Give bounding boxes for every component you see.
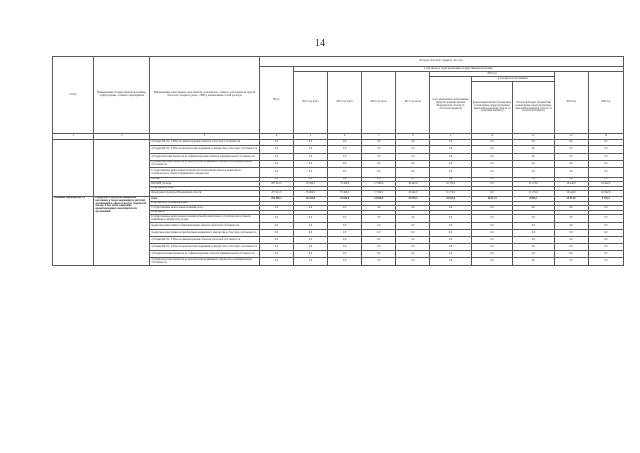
value-cell: 0,0 bbox=[362, 215, 396, 223]
value-cell: 0,0 bbox=[293, 215, 327, 223]
value-cell: 0,0 bbox=[362, 251, 396, 258]
value-cell: 0,0 bbox=[430, 154, 471, 161]
row-label: субсидии местным бюджетам на софинансирование объектов муниципальной собственности bbox=[150, 154, 260, 161]
value-cell: 0,0 bbox=[328, 146, 362, 154]
value-cell: 0,0 bbox=[554, 154, 588, 161]
value-cell: 73 429,0 bbox=[328, 191, 362, 197]
value-cell: 31 272,0 bbox=[513, 191, 554, 197]
value-cell: 9 792,4 bbox=[588, 197, 623, 202]
header-2018: 2018 год bbox=[430, 72, 554, 77]
value-cell: 0,0 bbox=[588, 154, 623, 161]
value-cell: 0,0 bbox=[554, 206, 588, 211]
row-label: в том числе: bbox=[150, 211, 260, 215]
value-cell: 0,0 bbox=[554, 237, 588, 244]
value-cell: 207 021,5 bbox=[259, 191, 293, 197]
value-cell: 0,0 bbox=[471, 244, 512, 251]
header-2019: 2019 год bbox=[554, 72, 588, 134]
value-cell: 0,0 bbox=[396, 161, 430, 168]
value-cell: 8 895,7 bbox=[513, 197, 554, 202]
value-cell: 0,0 bbox=[259, 215, 293, 223]
header-2015: 2015 год, всего bbox=[328, 72, 362, 134]
value-cell: 0,0 bbox=[259, 244, 293, 251]
value-cell: 0,0 bbox=[471, 251, 512, 258]
value-cell: 0,0 bbox=[396, 178, 430, 182]
value-cell: 0,0 bbox=[328, 206, 362, 211]
value-cell: 0,0 bbox=[293, 258, 327, 266]
value-cell: 0,0 bbox=[513, 140, 554, 146]
value-cell: 0,0 bbox=[554, 258, 588, 266]
column-number: 10 bbox=[471, 134, 512, 140]
value-cell: 0,0 bbox=[328, 161, 362, 168]
value-cell: 0,0 bbox=[588, 140, 623, 146]
value-cell: 0,0 bbox=[430, 223, 471, 230]
value-cell: 0,0 bbox=[588, 178, 623, 182]
value-cell: 0,0 bbox=[430, 206, 471, 211]
value-cell: 0,0 bbox=[259, 146, 293, 154]
value-cell: 0,0 bbox=[471, 161, 512, 168]
value-cell: 0,0 bbox=[588, 206, 623, 211]
value-cell: 0,0 bbox=[430, 168, 471, 178]
value-cell: 0,0 bbox=[396, 223, 430, 230]
column-number: 4 bbox=[259, 134, 293, 140]
value-cell: 0,0 bbox=[588, 230, 623, 237]
value-cell: 0,0 bbox=[554, 178, 588, 182]
row-label: Государственные капитальные вложения (за исключением объектов капитального строительства и объектов недвижимого имущества) bbox=[150, 168, 260, 178]
value-cell: 0,0 bbox=[362, 154, 396, 161]
value-cell: 0,0 bbox=[396, 206, 430, 211]
value-cell: 0,0 bbox=[293, 140, 327, 146]
section-status: Основное мероприятие 1.4 bbox=[53, 197, 94, 266]
page-number: 14 bbox=[315, 38, 325, 49]
value-cell: 0,0 bbox=[471, 182, 512, 187]
value-cell: 0,0 bbox=[430, 161, 471, 168]
value-cell: 31 272,0 bbox=[513, 182, 554, 187]
value-cell: 0,0 bbox=[362, 244, 396, 251]
value-cell: 0,0 bbox=[396, 244, 430, 251]
value-cell: 0,0 bbox=[513, 206, 554, 211]
row-label: Департамент культуры Воронежской области bbox=[150, 191, 260, 197]
value-cell: 0,0 bbox=[430, 146, 471, 154]
header-2018-incl: в том числе по источникам bbox=[471, 77, 554, 82]
header-2014: 2014 год, всего bbox=[293, 72, 327, 134]
value-cell: 0,0 bbox=[293, 146, 327, 154]
value-cell: 24 846,8 bbox=[328, 197, 362, 202]
value-cell: 0,0 bbox=[588, 223, 623, 230]
value-cell: 0,0 bbox=[259, 230, 293, 237]
header-2018-total: всего (бюджетные ассигнования, предусмотренные законом Воронежской области об областном бюджете) bbox=[430, 77, 471, 134]
value-cell: 0,0 bbox=[471, 258, 512, 266]
value-cell: 0,0 bbox=[588, 244, 623, 251]
value-cell: 0,0 bbox=[362, 140, 396, 146]
value-cell: 0,0 bbox=[396, 140, 430, 146]
header-status: Статус bbox=[53, 57, 94, 134]
value-cell: 0,0 bbox=[471, 146, 512, 154]
header-2018-reg: областной бюджет (бюджетные ассигнования, предусмотренные законом Воронежской области об областном бюджете) bbox=[513, 82, 554, 134]
value-cell: 0,0 bbox=[362, 237, 396, 244]
header-program-years: в том числе по годам реализации государственной программы bbox=[293, 67, 623, 72]
value-cell: 0,0 bbox=[588, 258, 623, 266]
value-cell: 0,0 bbox=[259, 140, 293, 146]
value-cell: 0,0 bbox=[362, 206, 396, 211]
value-cell: 0,0 bbox=[513, 178, 554, 182]
value-cell: 73 429,0 bbox=[328, 182, 362, 187]
header-expenses: Расходы областного бюджета, тыс. руб. bbox=[259, 57, 623, 67]
value-cell: 0,0 bbox=[328, 251, 362, 258]
value-cell: 0,0 bbox=[259, 237, 293, 244]
value-cell: 0,0 bbox=[396, 237, 430, 244]
value-cell: 0,0 bbox=[396, 168, 430, 178]
column-number: 6 bbox=[328, 134, 362, 140]
column-number: 2 bbox=[94, 134, 150, 140]
value-cell: 0,0 bbox=[588, 168, 623, 178]
column-number: 11 bbox=[513, 134, 554, 140]
value-cell: 0,0 bbox=[554, 244, 588, 251]
value-cell: 0,0 bbox=[554, 161, 588, 168]
value-cell: 0,0 bbox=[430, 244, 471, 251]
value-cell: 16 442,0 bbox=[554, 191, 588, 197]
value-cell: 0,0 bbox=[471, 206, 512, 211]
value-cell: 31 272,0 bbox=[430, 191, 471, 197]
value-cell: 0,0 bbox=[513, 230, 554, 237]
value-cell: 207 021,5 bbox=[259, 182, 293, 187]
value-cell: 0,0 bbox=[396, 146, 430, 154]
row-label: НИОКР bbox=[150, 178, 260, 182]
value-cell: 0,0 bbox=[471, 191, 512, 197]
value-cell: 0,0 bbox=[328, 215, 362, 223]
value-cell: 0,0 bbox=[430, 230, 471, 237]
row-label: в том числе по ГРБС: bbox=[150, 187, 260, 191]
column-number: 5 bbox=[293, 134, 327, 140]
value-cell: 0,0 bbox=[588, 237, 623, 244]
value-cell: 0,0 bbox=[328, 258, 362, 266]
column-number: 9 bbox=[430, 134, 471, 140]
value-cell: 0,0 bbox=[513, 154, 554, 161]
value-cell: 0,0 bbox=[513, 223, 554, 230]
header-executor: Наименование ответственного исполнителя, исполнителя - главного распорядителя средств областного бюджета (далее - ГРБС), наименование статей расходов bbox=[150, 57, 260, 134]
column-number: 13 bbox=[588, 134, 623, 140]
value-cell: 16 442,0 bbox=[588, 191, 623, 197]
value-cell: 35 094,5 bbox=[293, 191, 327, 197]
value-cell: 0,0 bbox=[430, 215, 471, 223]
value-cell: 0,0 bbox=[293, 223, 327, 230]
value-cell: 0,0 bbox=[588, 215, 623, 223]
column-number: 12 bbox=[554, 134, 588, 140]
value-cell: 0,0 bbox=[554, 215, 588, 223]
value-cell: 0,0 bbox=[554, 230, 588, 237]
value-cell: 0,0 bbox=[471, 230, 512, 237]
name-cell bbox=[94, 140, 150, 197]
row-label: субсидии КБ ЛС, ГЭПов на приобретение недвижимого имущества в областную собственность bbox=[150, 244, 260, 251]
value-cell: 16 442,0 bbox=[396, 182, 430, 187]
row-label: субсидии КБ ЛС, ГЭПов на финансирование объектов областной собственности bbox=[150, 140, 260, 146]
header-2017: 2017 год, всего bbox=[396, 72, 430, 134]
value-cell: 164 996,7 bbox=[259, 197, 293, 202]
value-cell: 0,0 bbox=[471, 140, 512, 146]
row-label: всего bbox=[150, 197, 260, 202]
value-cell: 0,0 bbox=[588, 146, 623, 154]
value-cell: 14 620,0 bbox=[362, 197, 396, 202]
value-cell: 0,0 bbox=[471, 223, 512, 230]
row-label: бюджетные инвестиции на финансирование объектов областной собственности bbox=[150, 223, 260, 230]
row-label: Государственные капитальные вложения (объекты капитального строительства и объекты недвижимого имущества), из них: bbox=[150, 215, 260, 223]
row-label: субсидии местным бюджетам на приобретение недвижимого имущества в муниципальную собственность bbox=[150, 258, 260, 266]
value-cell: 16 442,0 bbox=[588, 182, 623, 187]
header-total: Всего bbox=[259, 67, 293, 134]
value-cell: 0,0 bbox=[259, 223, 293, 230]
value-cell: 16 017,9 bbox=[471, 197, 512, 202]
value-cell: 17 000,0 bbox=[362, 182, 396, 187]
value-cell: 0,0 bbox=[588, 161, 623, 168]
header-2018-fed: федеральный бюджет (бюджетные ассигнования, предусмотренные законом Воронежской области об областном бюджете) bbox=[471, 82, 512, 134]
value-cell: 0,0 bbox=[259, 161, 293, 168]
value-cell: 0,0 bbox=[293, 178, 327, 182]
header-name: Наименование государственной программы, подпрограммы, основного мероприятия bbox=[94, 57, 150, 134]
value-cell: 40 225,0 bbox=[293, 197, 327, 202]
row-label: в том числе по статьям расходов: bbox=[150, 202, 260, 206]
value-cell: 0,0 bbox=[293, 251, 327, 258]
value-cell: 31 272,0 bbox=[430, 182, 471, 187]
value-cell: 0,0 bbox=[293, 244, 327, 251]
value-cell: 0,0 bbox=[554, 140, 588, 146]
row-label: Государственные капитальные вложения, всего bbox=[150, 206, 260, 211]
value-cell: 19 079,3 bbox=[396, 197, 430, 202]
value-cell: 0,0 bbox=[471, 178, 512, 182]
value-cell: 0,0 bbox=[513, 251, 554, 258]
header-2020: 2020 год bbox=[588, 72, 623, 134]
value-cell: 0,0 bbox=[513, 146, 554, 154]
value-cell: 0,0 bbox=[513, 215, 554, 223]
value-cell: 0,0 bbox=[430, 140, 471, 146]
value-cell: 0,0 bbox=[513, 244, 554, 251]
value-cell: 0,0 bbox=[328, 244, 362, 251]
value-cell: 16 442,0 bbox=[396, 191, 430, 197]
row-label: ПРОЧИЕ расходы bbox=[150, 182, 260, 187]
value-cell: 0,0 bbox=[328, 178, 362, 182]
value-cell: 0,0 bbox=[430, 237, 471, 244]
value-cell: 0,0 bbox=[362, 258, 396, 266]
value-cell: 0,0 bbox=[293, 161, 327, 168]
value-cell: 0,0 bbox=[259, 168, 293, 178]
value-cell: 0,0 bbox=[328, 154, 362, 161]
row-label: субсидии местным бюджетам на приобретение недвижимого имущества в муниципальную собственность bbox=[150, 161, 260, 168]
value-cell: 0,0 bbox=[259, 154, 293, 161]
value-cell: 0,0 bbox=[554, 251, 588, 258]
value-cell: 0,0 bbox=[588, 251, 623, 258]
section-name: Поддержка творческих инициатив населения, а также выдающихся деятелей, организаций в сфере культуры, творческих союзов, в том числе социально ориентированных некоммерческих организаций bbox=[94, 197, 150, 266]
value-cell: 0,0 bbox=[430, 258, 471, 266]
budget-table bbox=[52, 56, 624, 266]
value-cell: 0,0 bbox=[328, 168, 362, 178]
row-label: бюджетные инвестиции на приобретение недвижимого имущества в областную собственность bbox=[150, 230, 260, 237]
value-cell: 0,0 bbox=[430, 251, 471, 258]
value-cell: 0,0 bbox=[293, 237, 327, 244]
value-cell: 35 094,5 bbox=[293, 182, 327, 187]
column-number: 8 bbox=[396, 134, 430, 140]
value-cell: 0,0 bbox=[293, 154, 327, 161]
value-cell: 0,0 bbox=[259, 206, 293, 211]
value-cell: 0,0 bbox=[362, 223, 396, 230]
value-cell: 0,0 bbox=[554, 168, 588, 178]
value-cell: 0,0 bbox=[513, 168, 554, 178]
value-cell: 0,0 bbox=[293, 168, 327, 178]
value-cell: 0,0 bbox=[259, 178, 293, 182]
value-cell: 0,0 bbox=[362, 178, 396, 182]
value-cell: 0,0 bbox=[259, 251, 293, 258]
value-cell: 0,0 bbox=[362, 146, 396, 154]
value-cell: 24 913,6 bbox=[430, 197, 471, 202]
value-cell: 0,0 bbox=[513, 258, 554, 266]
value-cell: 0,0 bbox=[554, 223, 588, 230]
column-number: 1 bbox=[53, 134, 94, 140]
value-cell: 0,0 bbox=[328, 230, 362, 237]
row-label: субсидии местным бюджетам на софинансирование объектов муниципальной собственности bbox=[150, 251, 260, 258]
value-cell: 0,0 bbox=[554, 146, 588, 154]
value-cell: 16 442,0 bbox=[554, 182, 588, 187]
row-label: субсидии КБ ЛС, ГЭПов на приобретение недвижимого имущества в областную собственность bbox=[150, 146, 260, 154]
value-cell: 0,0 bbox=[328, 223, 362, 230]
value-cell: 0,0 bbox=[396, 251, 430, 258]
budget-table-sheet bbox=[52, 56, 624, 266]
column-number: 7 bbox=[362, 134, 396, 140]
value-cell: 24 913,6 bbox=[554, 197, 588, 202]
value-cell: 0,0 bbox=[513, 237, 554, 244]
value-cell: 0,0 bbox=[293, 206, 327, 211]
value-cell: 0,0 bbox=[293, 230, 327, 237]
status-cell bbox=[53, 140, 94, 197]
row-label: субсидии КБ ЛС, ГЭПов на финансирование объектов областной собственности bbox=[150, 237, 260, 244]
value-cell: 0,0 bbox=[396, 230, 430, 237]
value-cell: 0,0 bbox=[513, 161, 554, 168]
header-2016: 2016 год, всего bbox=[362, 72, 396, 134]
value-cell: 0,0 bbox=[430, 178, 471, 182]
value-cell: 0,0 bbox=[471, 215, 512, 223]
value-cell: 0,0 bbox=[362, 168, 396, 178]
value-cell: 0,0 bbox=[396, 258, 430, 266]
value-cell: 0,0 bbox=[259, 258, 293, 266]
value-cell: 0,0 bbox=[396, 215, 430, 223]
value-cell: 0,0 bbox=[471, 154, 512, 161]
value-cell: 0,0 bbox=[471, 237, 512, 244]
value-cell: 0,0 bbox=[471, 168, 512, 178]
value-cell: 0,0 bbox=[396, 154, 430, 161]
value-cell: 0,0 bbox=[328, 140, 362, 146]
value-cell: 17 000,0 bbox=[362, 191, 396, 197]
column-number: 3 bbox=[150, 134, 260, 140]
value-cell: 0,0 bbox=[362, 161, 396, 168]
value-cell: 0,0 bbox=[328, 237, 362, 244]
value-cell: 0,0 bbox=[362, 230, 396, 237]
